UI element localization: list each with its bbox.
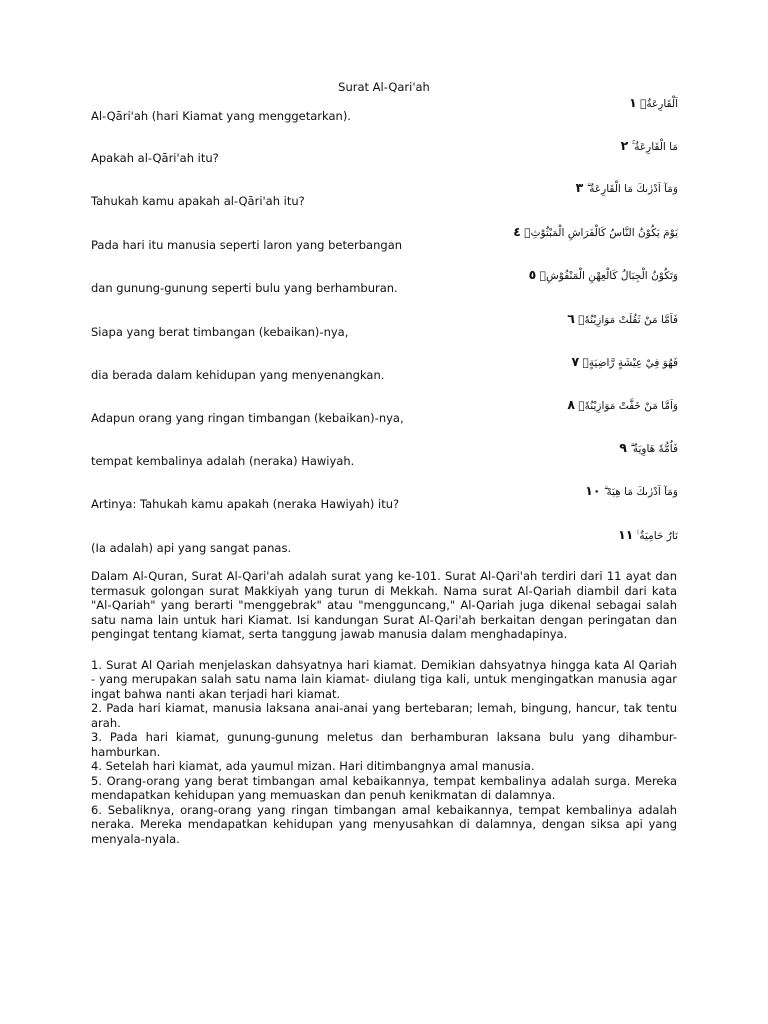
- verse-arabic: [567, 311, 678, 326]
- verse-number: ١: [629, 95, 637, 110]
- point-item: 3. Pada hari kiamat, gunung-gunung meletus dan berhamburan laksana bulu yang dihambur-hamburkan.: [91, 730, 677, 759]
- verse-number: ٩: [619, 440, 627, 455]
- verse-arabic: [629, 95, 678, 110]
- verse-number: ٢: [620, 138, 629, 153]
- verse-arabic: [513, 224, 678, 239]
- verse-translation: dia berada dalam kehidupan yang menyenangkan.: [91, 368, 385, 382]
- verse-number: ٦: [567, 311, 575, 326]
- arabic-text: فَاَمَّا مَنْ ثَقُلَتْ مَوَازِيْنُهٗۙ: [578, 314, 678, 326]
- verse-translation: dan gunung-gunung seperti bulu yang berhamburan.: [91, 281, 398, 295]
- verse-translation: tempat kembalinya adalah (neraka) Hawiyah.: [91, 454, 355, 468]
- verse-arabic: [572, 354, 678, 369]
- arabic-text: يَوْمَ يَكُوْنُ النَّاسُ كَالْفَرَاشِ الْمَبْثُوْثِۙ: [524, 227, 678, 239]
- verse-arabic: [619, 440, 678, 456]
- arabic-text: وَمَآ اَدْرٰىكَ مَا هِيَهْ ۗ: [603, 486, 678, 498]
- verse-arabic: [585, 483, 678, 499]
- arabic-text: فَهُوَ فِيْ عِيْشَةٍ رَّاضِيَةٍۗ: [582, 357, 678, 369]
- explanation-section: [91, 569, 677, 846]
- point-item: 2. Pada hari kiamat, manusia laksana anai-anai yang bertebaran; lemah, bingung, hancur, tak tentu arah.: [91, 701, 677, 730]
- arabic-text: وَتَكُوْنُ الْجِبَالُ كَالْعِهْنِ الْمَنْفُوْشِۗ: [539, 270, 678, 282]
- verse-arabic: [621, 138, 678, 154]
- verse-number: ٣: [575, 180, 584, 195]
- verse-arabic: [576, 180, 678, 196]
- arabic-text: مَا الْقَارِعَةُ ۚ: [631, 141, 678, 153]
- verse-translation: Al-Qāri'ah (hari Kiamat yang menggetarkan).: [91, 109, 351, 123]
- verse-translation: Siapa yang berat timbangan (kebaikan)-nya,: [91, 325, 349, 339]
- verse-translation: Artinya: Tahukah kamu apakah (neraka Hawiyah) itu?: [91, 497, 400, 511]
- arabic-text: فَاُمُّهٗ هَاوِيَةٌ ۗ: [630, 443, 678, 455]
- verse-translation: (Ia adalah) api yang sangat panas.: [91, 541, 292, 555]
- arabic-text: اَلْقَارِعَةُۙ: [640, 98, 678, 110]
- verse-number: ١٠: [585, 483, 601, 498]
- verse-number: ٨: [567, 397, 576, 412]
- verse-number: ٥: [528, 267, 537, 282]
- arabic-text: وَاَمَّا مَنْ خَفَّتْ مَوَازِيْنُهٗۙ: [578, 400, 678, 412]
- verse-translation: Apakah al-Qāri'ah itu?: [91, 151, 219, 165]
- verse-number: ١١: [618, 527, 634, 542]
- verse-number: ٧: [571, 354, 580, 369]
- arabic-text: وَمَآ اَدْرٰىكَ مَا الْقَارِعَةُ ۗ: [586, 183, 678, 195]
- arabic-text: نَارٌ حَامِيَةٌ ࣖ: [636, 530, 678, 542]
- verse-arabic: [618, 527, 678, 543]
- point-item: 5. Orang-orang yang berat timbangan amal kebaikannya, tempat kembalinya adalah surga. Mereka mendapatkan kehidupan yang memuaskan dan penuh kenikmatan di dalamnya.: [91, 773, 677, 802]
- point-item: 4. Setelah hari kiamat, ada yaumul mizan. Hari ditimbangnya amal manusia.: [91, 759, 535, 773]
- intro-paragraph: Dalam Al-Quran, Surat Al-Qari'ah adalah surat yang ke-101. Surat Al-Qari'ah terdiri dari 11 ayat dan termasuk golongan surat Makkiyah yang turun di Mekkah. Nama surat Al-Qariah diambil dari kata "Al-Qariah" yang berarti "menggebrak" atau "mengguncang," Al-Qariah juga dikenal sebagai salah satu nama lain untuk hari Kiamat. Isi kandungan Surat Al-Qari'ah berkaitan dengan peringatan dan pengingat tentang kiamat, serta tanggung jawab manusia dalam menghadapinya.: [91, 569, 677, 641]
- verse-arabic: [567, 397, 678, 412]
- point-item: 1. Surat Al Qariah menjelaskan dahsyatnya hari kiamat. Demikian dahsyatnya hingga kata Al Qariah - yang merupakan salah satu nama lain kiamat- diulang tiga kali, untuk mengingatkan manusia agar ingat bahwa nanti akan terjadi hari kiamat.: [91, 657, 677, 701]
- verse-number: ٤: [513, 224, 521, 239]
- document-title: Surat Al-Qari'ah: [338, 80, 430, 94]
- verse-arabic: [529, 267, 678, 282]
- verse-translation: Pada hari itu manusia seperti laron yang beterbangan: [91, 238, 403, 252]
- verse-translation: Tahukah kamu apakah al-Qāri'ah itu?: [91, 194, 305, 208]
- point-item: 6. Sebaliknya, orang-orang yang ringan timbangan amal kebaikannya, tempat kembalinya adalah neraka. Mereka mendapatkan kehidupan yang menyusahkan di dalamnya, dengan siksa api yang menyala-nyala.: [91, 802, 677, 846]
- verse-translation: Adapun orang yang ringan timbangan (kebaikan)-nya,: [91, 411, 404, 425]
